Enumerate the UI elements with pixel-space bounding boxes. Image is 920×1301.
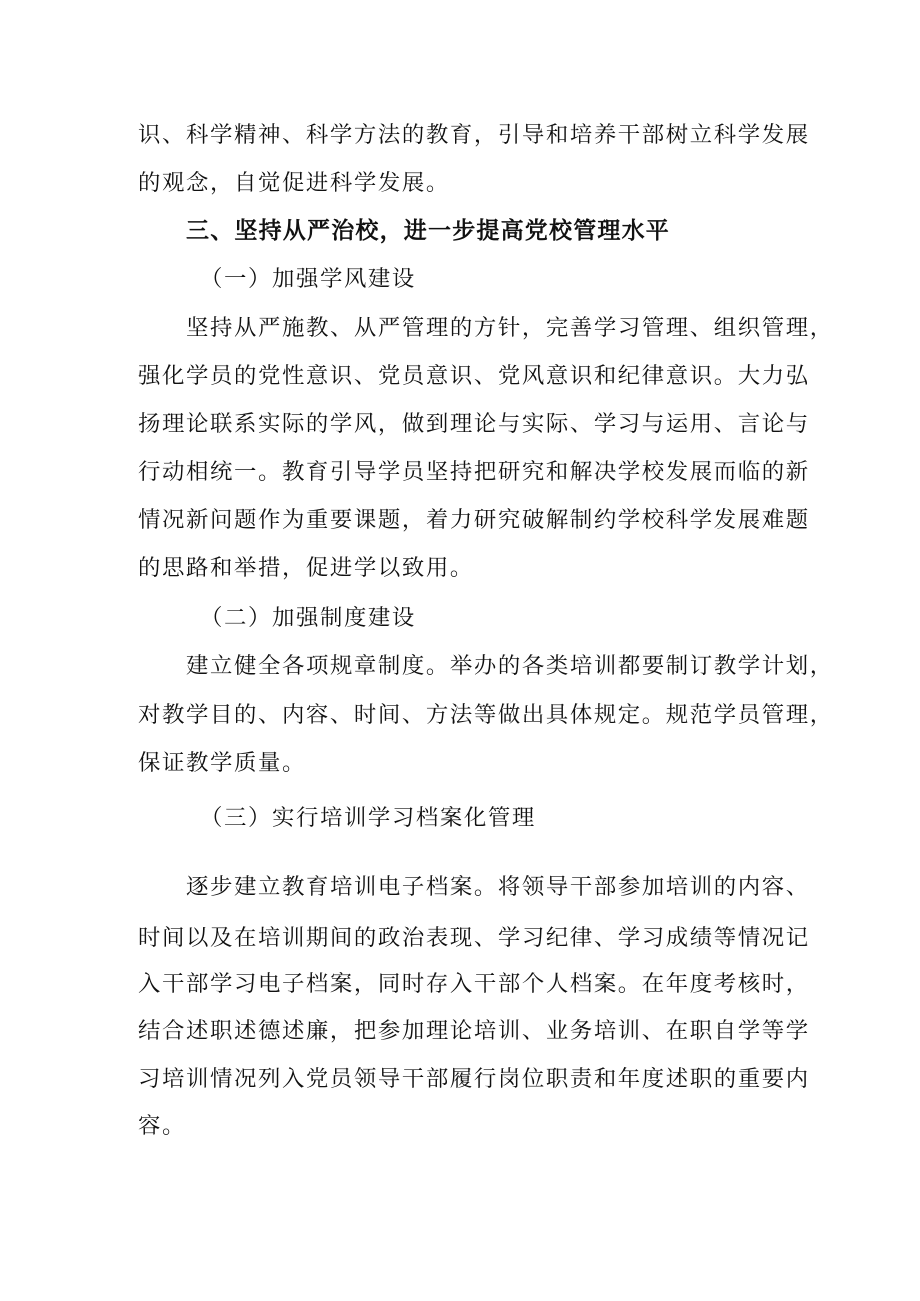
paragraph-line: 强化学员的党性意识、党员意识、党风意识和纪律意识。大力弘 xyxy=(138,363,810,389)
paragraph-line: 识、科学精神、科学方法的教育，引导和培养干部树立科学发展 xyxy=(138,122,810,148)
paragraph-line: 情况新问题作为重要课题，着力研究破解制约学校科学发展难题 xyxy=(138,507,810,533)
paragraph-line: 逐步建立教育培训电子档案。将领导干部参加培训的内容、 xyxy=(186,874,810,900)
paragraph-line: 结合述职述德述廉，把参加理论培训、业务培训、在职自学等学 xyxy=(138,1018,810,1044)
paragraph-line: 入干部学习电子档案，同时存入干部个人档案。在年度考核时， xyxy=(138,971,810,997)
paragraph-line: 对教学目的、内容、时间、方法等做出具体规定。规范学员管理， xyxy=(138,702,834,728)
paragraph-line: 扬理论联系实际的学风，做到理论与实际、学习与运用、言论与 xyxy=(138,411,810,437)
subsection-title: （三）实行培训学习档案化管理 xyxy=(200,805,536,831)
paragraph-line: 保证教学质量。 xyxy=(138,750,306,776)
paragraph-line: 习培训情况列入党员领导干部履行岗位职责和年度述职的重要内 xyxy=(138,1066,810,1092)
paragraph-line: 建立健全各项规章制度。举办的各类培训都要制订教学计划， xyxy=(186,653,834,679)
paragraph-line: 的观念，自觉促进科学发展。 xyxy=(138,170,450,196)
section-heading: 三、坚持从严治校，进一步提高党校管理水平 xyxy=(186,218,670,244)
paragraph-line: 时间以及在培训期间的政治表现、学习纪律、学习成绩等情况记 xyxy=(138,925,810,951)
paragraph-line: 坚持从严施教、从严管理的方针，完善学习管理、组织管理， xyxy=(186,315,834,341)
paragraph-line: 的思路和举措，促进学以致用。 xyxy=(138,555,474,581)
paragraph-line: 行动相统一。教育引导学员坚持把研究和解决学校发展而临的新 xyxy=(138,459,810,485)
paragraph-line: 容。 xyxy=(138,1113,186,1139)
subsection-title: （二）加强制度建设 xyxy=(200,605,416,631)
subsection-title: （一）加强学风建设 xyxy=(200,266,416,292)
